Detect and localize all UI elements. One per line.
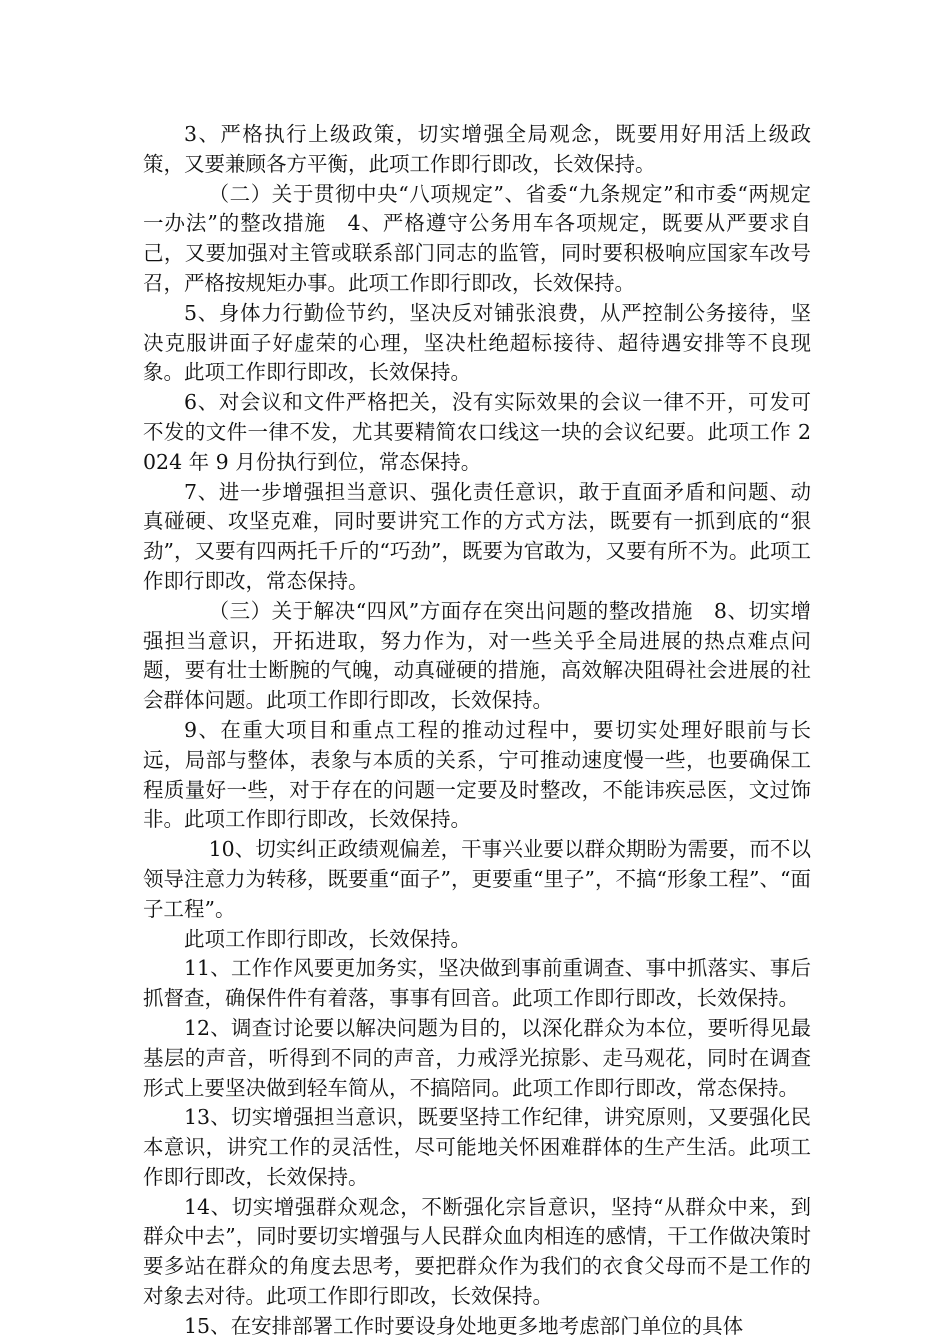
paragraph-10: 10、切实纠正政绩观偏差，干事兴业要以群众期盼为需要，而不以领导注意力为转移，既要重“面子”，更要重“里子”，不搞“形象工程”、“面子工程”。 bbox=[143, 837, 811, 921]
document-body bbox=[143, 120, 811, 1342]
paragraph-10-continuation: 此项工作即行即改，长效保持。 bbox=[184, 926, 471, 951]
paragraph-section-3-item-8: （三）关于解决“四风”方面存在突出问题的整改措施 8、切实增强担当意识，开拓进取，努力作为，对一些关乎全局进展的热点难点问题，要有壮士断腕的气魄，动真碰硬的措施，高效解决阻碍社会进展的社会群体问题。此项工作即行即改，长效保持。 bbox=[143, 598, 811, 713]
paragraph-9: 9、在重大项目和重点工程的推动过程中，要切实处理好眼前与长远，局部与整体，表象与本质的关系，宁可推动速度慢一些，也要确保工程质量好一些，对于存在的问题一定要及时整改，不能讳疾忌医，文过饰非。此项工作即行即改，长效保持。 bbox=[143, 717, 811, 832]
paragraph-5: 5、身体力行勤俭节约，坚决反对铺张浪费，从严控制公务接待，坚决克服讲面子好虚荣的心理，坚决杜绝超标接待、超待遇安排等不良现象。此项工作即行即改，长效保持。 bbox=[143, 300, 811, 385]
paragraph-6: 6、对会议和文件严格把关，没有实际效果的会议一律不开，可发可不发的文件一律不发，尤其要精简农口线这一块的会议纪要。此项工作 2024 年 9 月份执行到位，常态保持。 bbox=[143, 390, 811, 474]
paragraph-15: 15、在安排部署工作时要设身处地更多地考虑部门单位的具体 bbox=[184, 1313, 744, 1338]
paragraph-11: 11、工作作风要更加务实，坚决做到事前重调查、事中抓落实、事后抓督查，确保件件有着落，事事有回音。此项工作即行即改，长效保持。 bbox=[143, 956, 811, 1011]
paragraph-7: 7、进一步增强担当意识、强化责任意识，敢于直面矛盾和问题、动真碰硬、攻坚克难，同时要讲究工作的方式方法，既要有一抓到底的“狠劲”，又要有四两托千斤的“巧劲”，既要为官敢为，又要有所不为。此项工作即行即改，常态保持。 bbox=[143, 479, 811, 593]
paragraph-12: 12、调查讨论要以解决问题为目的，以深化群众为本位，要听得见最基层的声音，听得到不同的声音，力戒浮光掠影、走马观花，同时在调查形式上要坚决做到轻车简从，不搞陪同。此项工作即行即改，常态保持。 bbox=[143, 1015, 811, 1100]
paragraph-3: 3、严格执行上级政策，切实增强全局观念，既要用好用活上级政策，又要兼顾各方平衡，此项工作即行即改，长效保持。 bbox=[143, 122, 811, 176]
paragraph-section-2-item-4: （二）关于贯彻中央“八项规定”、省委“九条规定”和市委“两规定一办法”的整改措施 4、严格遵守公务用车各项规定，既要从严要求自己，又要加强对主管或联系部门同志的监管，同时要积极响应国家车改号召，严格按规矩办事。此项工作即行即改，长效保持。 bbox=[143, 181, 811, 295]
paragraph-13: 13、切实增强担当意识，既要坚持工作纪律，讲究原则，又要强化民本意识，讲究工作的灵活性，尽可能地关怀困难群体的生产生活。此项工作即行即改，长效保持。 bbox=[143, 1105, 811, 1189]
paragraph-14: 14、切实增强群众观念，不断强化宗旨意识，坚持“从群众中来，到群众中去”，同时要切实增强与人民群众血肉相连的感情，干工作做决策时要多站在群众的角度去思考，要把群众作为我们的衣食父母而不是工作的对象去对待。此项工作即行即改，长效保持。 bbox=[143, 1194, 811, 1309]
